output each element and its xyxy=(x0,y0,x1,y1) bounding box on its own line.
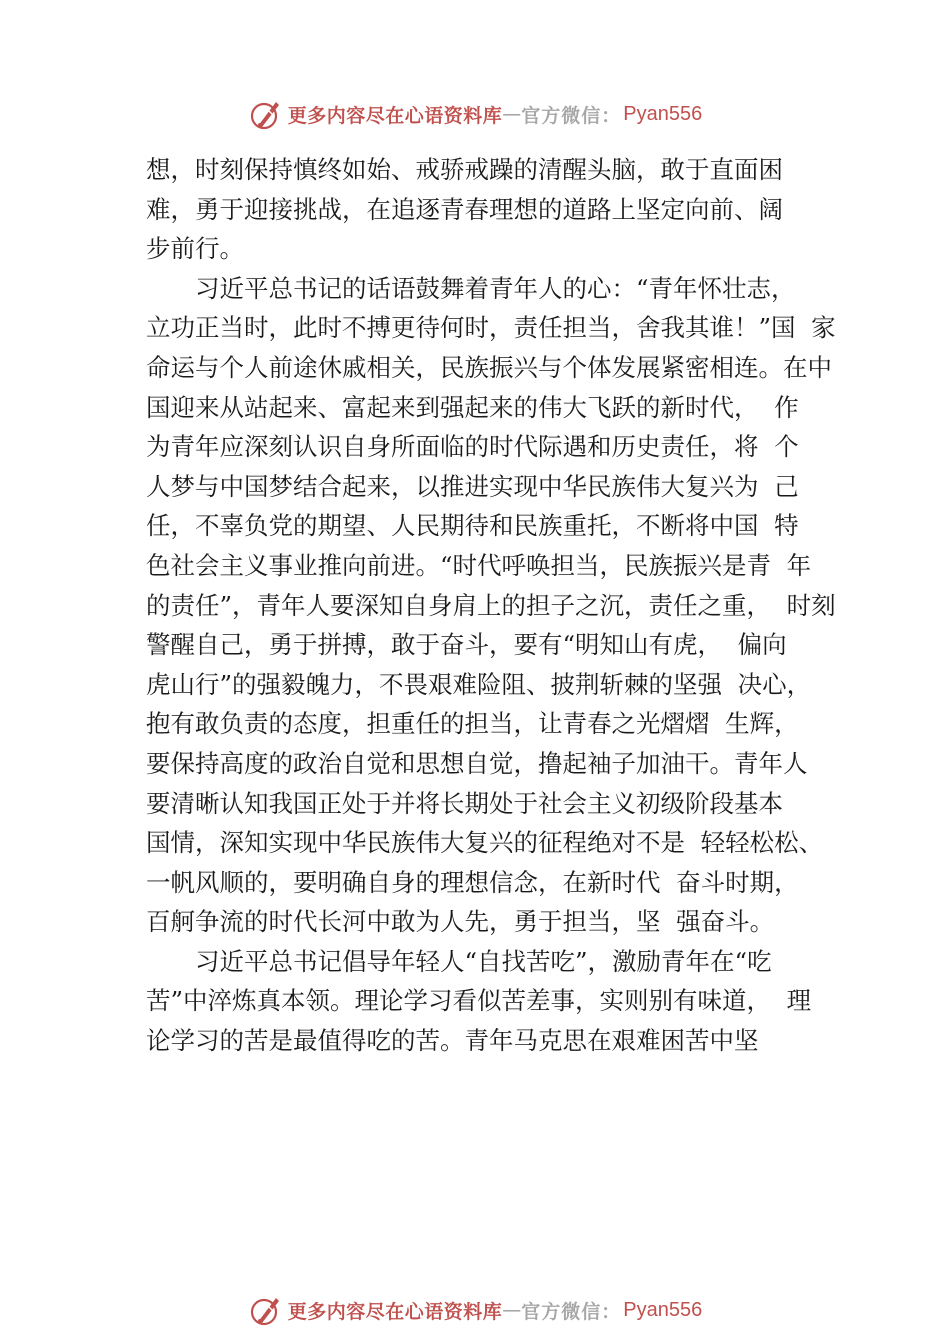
paragraph-start-line: 习近平总书记倡导年轻人“自找苦吃”，激励青年在“吃 xyxy=(195,946,772,976)
text-line: 国迎来从站起来、富起来到强起来的伟大飞跃的新时代， 作 xyxy=(146,392,799,422)
text-line: 论学习的苦是最值得吃的苦。青年马克思在艰难困苦中坚 xyxy=(146,1026,759,1056)
text-line: 苦”中淬炼真本领。理论学习看似苦差事，实则别有味道， 理 xyxy=(146,986,812,1016)
text-line: 虎山行”的强毅魄力，不畏艰难险阻、披荆斩棘的坚强 决心， xyxy=(146,669,812,699)
text-line: 人梦与中国梦结合起来，以推进实现中华民族伟大复兴为 己 xyxy=(146,471,799,501)
text-line: 为青年应深刻认识自身所面临的时代际遇和历史责任，将 个 xyxy=(146,432,799,462)
text-line: 难，勇于迎接挑战，在追逐青春理想的道路上坚定向前、阔 xyxy=(146,194,783,224)
footer-brand-text: 更多内容尽在心语资料库 xyxy=(287,1300,503,1323)
quill-pen-icon xyxy=(248,1292,284,1328)
footer-wechat-label: 官方微信： xyxy=(521,1300,622,1323)
text-line: 国情，深知实现中华民族伟大复兴的征程绝对不是 轻轻松松、 xyxy=(146,828,824,858)
text-line: 抱有敢负责的态度，担重任的担当，让青春之光熠熠 生辉， xyxy=(146,709,799,739)
text-line: 立功正当时，此时不搏更待何时，责任担当，舍我其谁！”国 家 xyxy=(146,313,836,343)
text-line: 百舸争流的时代长河中敢为人先，勇于担当，坚 强奋斗。 xyxy=(146,907,775,937)
text-line: 要清晰认知我国正处于并将长期处于社会主义初级阶段基本 xyxy=(146,788,783,818)
text-line: 任，不辜负党的期望、人民期待和民族重托，不断将中国 特 xyxy=(146,511,799,541)
header-wechat-label: 官方微信： xyxy=(521,104,622,127)
quill-pen-icon xyxy=(248,96,284,132)
header-banner xyxy=(0,94,950,134)
footer-wechat-id: Pyan556 xyxy=(623,1298,703,1321)
text-line: 一帆风顺的，要明确自身的理想信念，在新时代 奋斗时期， xyxy=(146,867,799,897)
text-line: 色社会主义事业推向前进。“时代呼唤担当，民族振兴是青 年 xyxy=(146,550,812,580)
paragraph-start-line: 习近平总书记的话语鼓舞着青年人的心：“青年怀壮志， xyxy=(195,273,796,303)
footer-banner xyxy=(0,1290,950,1330)
header-dash: — xyxy=(502,103,522,125)
text-line: 命运与个人前途休戚相关，民族振兴与个体发展紧密相连。在中 xyxy=(146,352,832,382)
text-line: 的责任”，青年人要深知自身肩上的担子之沉，责任之重， 时刻 xyxy=(146,590,836,620)
header-wechat-id: Pyan556 xyxy=(623,102,703,125)
text-line: 步前行。 xyxy=(146,234,244,264)
document-body xyxy=(146,150,846,1061)
footer-dash: — xyxy=(502,1299,522,1321)
text-line: 要保持高度的政治自觉和思想自觉，撸起袖子加油干。青年人 xyxy=(146,748,808,778)
header-brand-text: 更多内容尽在心语资料库 xyxy=(287,104,503,127)
text-line: 警醒自己，勇于拼搏，敢于奋斗，要有“明知山有虎， 偏向 xyxy=(146,630,787,660)
text-line: 想，时刻保持慎终如始、戒骄戒躁的清醒头脑，敢于直面困 xyxy=(146,155,783,184)
